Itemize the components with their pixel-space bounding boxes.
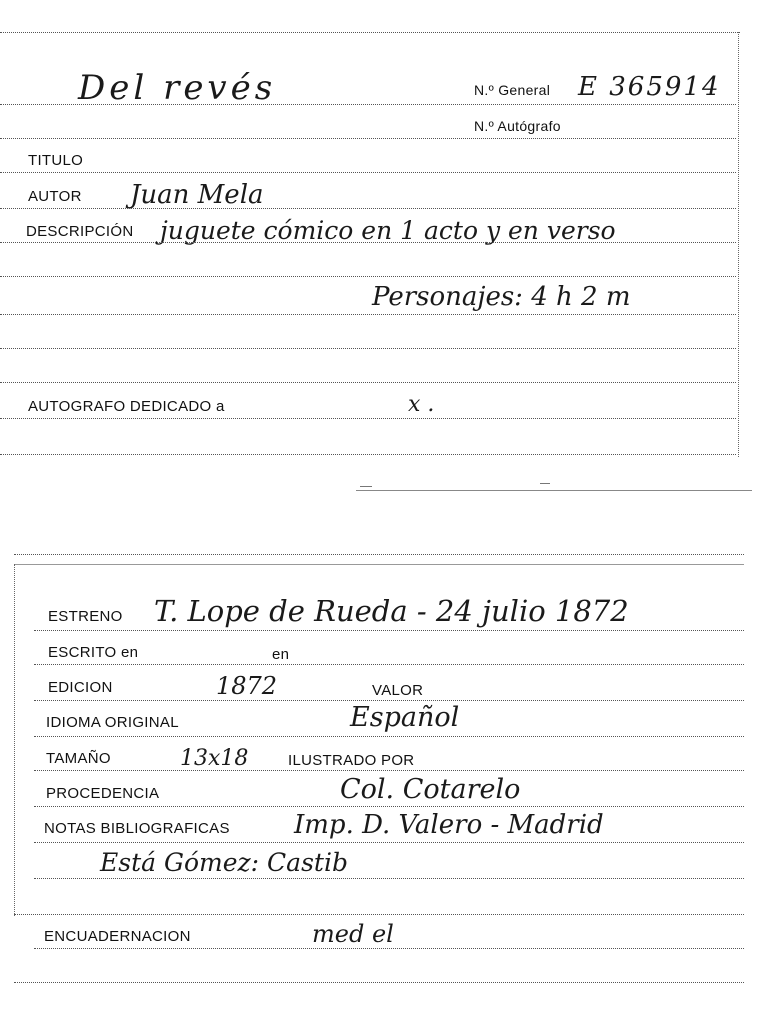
numero-general-value: E 365914 [578, 72, 721, 102]
rule [34, 700, 744, 701]
encuadernacion-value: med el [312, 920, 394, 948]
rule [14, 914, 744, 915]
valor-label: VALOR [372, 682, 424, 699]
scan-mark [540, 483, 550, 484]
notas-value-2: Está Gómez: Castib [100, 848, 348, 877]
rule [34, 630, 744, 631]
ilustrado-label: ILUSTRADO POR [288, 752, 415, 769]
rule [0, 172, 736, 173]
procedencia-value: Col. Cotarelo [340, 774, 521, 805]
rule [34, 664, 744, 665]
descripcion-value: juguete cómico en 1 acto y en verso [160, 216, 616, 245]
catalog-card-top [0, 20, 740, 460]
tamano-label: TAMAÑO [46, 750, 111, 767]
rule [0, 454, 736, 455]
rule [0, 348, 736, 349]
autografo-dedicado-label: AUTOGRAFO DEDICADO a [28, 398, 225, 415]
rule [34, 878, 744, 879]
rule [0, 382, 736, 383]
rule [34, 842, 744, 843]
personajes-value: Personajes: 4 h 2 m [372, 282, 631, 312]
title-handwritten: Del revés [78, 68, 277, 108]
numero-autografo-label: N.º Autógrafo [474, 118, 561, 134]
edicion-label: EDICION [48, 679, 113, 696]
notas-value: Imp. D. Valero - Madrid [294, 810, 604, 840]
rule [0, 242, 736, 243]
autografo-dedicado-value: x . [408, 392, 435, 417]
idioma-value: Español [350, 702, 460, 733]
card-top-edge [14, 554, 744, 555]
estreno-label: ESTRENO [48, 608, 123, 625]
estreno-value: T. Lope de Rueda - 24 julio 1872 [154, 594, 629, 628]
scan-mark [360, 486, 372, 487]
descripcion-label: DESCRIPCIÓN [26, 223, 134, 240]
card-top-edge [0, 32, 740, 33]
idioma-label: IDIOMA ORIGINAL [46, 714, 179, 731]
card-top-edge [14, 564, 744, 565]
tamano-value: 13x18 [180, 746, 249, 771]
encuadernacion-label: ENCUADERNACION [44, 928, 191, 945]
rule [34, 806, 744, 807]
scan-line [356, 490, 752, 491]
rule [0, 418, 736, 419]
rule [0, 314, 736, 315]
autor-value: Juan Mela [130, 180, 264, 210]
titulo-label: TITULO [28, 152, 84, 169]
rule [34, 770, 744, 771]
rule [34, 736, 744, 737]
card-left-edge [14, 564, 15, 916]
escrito-en-label: en [272, 646, 290, 663]
edicion-value: 1872 [216, 672, 278, 700]
numero-general-label: N.º General [474, 82, 551, 98]
escrito-label: ESCRITO en [48, 644, 139, 661]
procedencia-label: PROCEDENCIA [46, 785, 160, 802]
rule [0, 104, 736, 105]
catalog-card-bottom [14, 548, 744, 988]
rule [0, 276, 736, 277]
rule [0, 138, 736, 139]
card-right-edge [738, 32, 739, 457]
notas-label: NOTAS BIBLIOGRAFICAS [44, 820, 230, 837]
autor-label: AUTOR [28, 188, 82, 205]
rule [0, 208, 736, 209]
rule [14, 982, 744, 983]
rule [34, 948, 744, 949]
